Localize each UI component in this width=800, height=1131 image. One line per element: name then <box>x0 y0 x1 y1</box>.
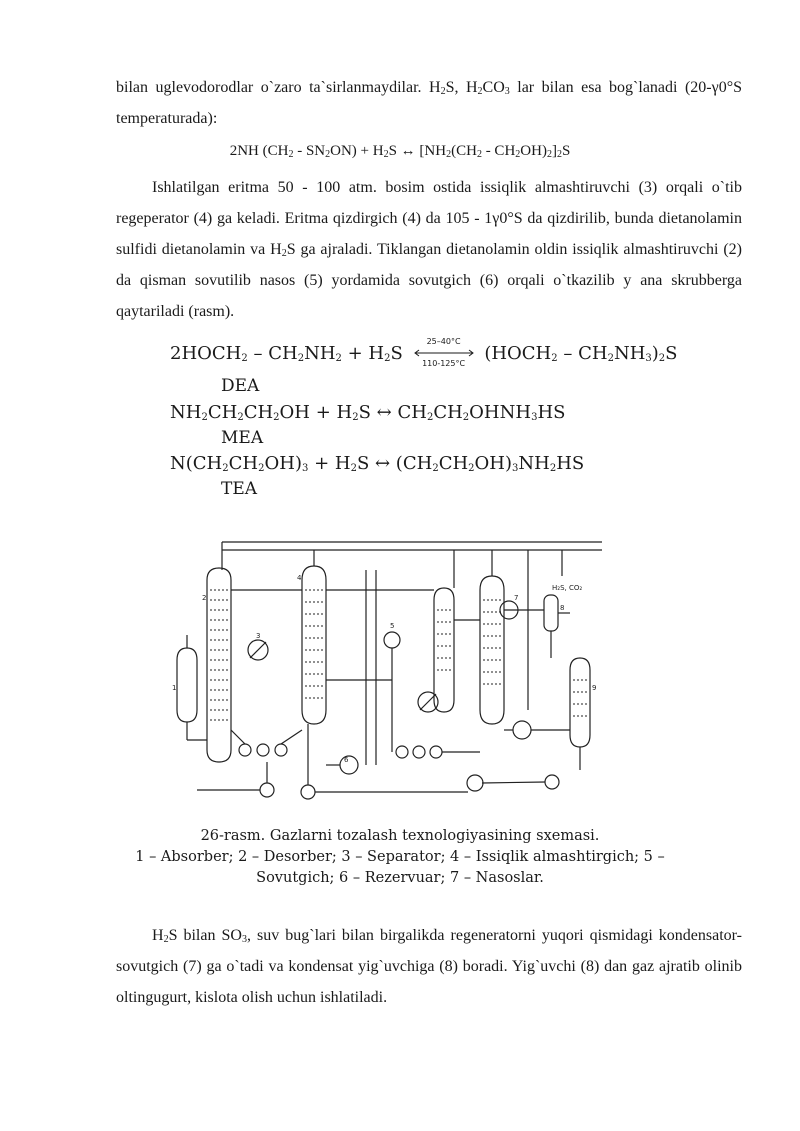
subscript: 2 <box>325 149 331 160</box>
subscript: 2 <box>281 248 287 259</box>
subscript: 2 <box>384 353 391 364</box>
reaction-tea <box>170 453 584 474</box>
subscript: 2 <box>297 353 305 364</box>
eq-part: OHNH <box>469 402 532 423</box>
subscript: 2 <box>273 412 280 423</box>
equation-dea-h2s <box>0 143 800 160</box>
eq-part: S ↔ CH <box>358 402 427 423</box>
diagram-label-h2s: H₂S, CO₂ <box>552 584 583 592</box>
subscript: 2 <box>658 353 666 364</box>
subscript: 2 <box>432 463 439 474</box>
diagram-number-5: 5 <box>390 622 395 630</box>
arrow-top-label: 25–40°C <box>426 337 461 346</box>
reaction-mea <box>170 402 565 423</box>
diagram-number-4: 4 <box>297 574 302 582</box>
subscript: 2 <box>477 86 483 97</box>
equilibrium-arrow <box>413 337 475 368</box>
eq-part: – CH <box>557 343 608 364</box>
eq-part: CH <box>438 453 469 474</box>
eq-part: CH <box>207 402 238 423</box>
subscript: 3 <box>504 86 510 97</box>
subscript: 2 <box>222 463 229 474</box>
text: lar bilan esa bog`lanadi (20-γ0°S temperaturada): <box>116 79 742 127</box>
subscript: 2 <box>440 86 446 97</box>
eq-part: NH <box>613 343 646 364</box>
eq-part: S <box>665 343 678 364</box>
eq-part: OH + H <box>279 402 353 423</box>
eq-part: CH <box>243 402 274 423</box>
figure-caption-title: 26-rasm. Gazlarni tozalash texnologiyasining sxemasi. <box>200 828 600 844</box>
diagram-number-7: 7 <box>514 594 519 602</box>
eq-part: ON) + H <box>330 143 384 159</box>
eq-part: 2HOCH <box>170 343 242 364</box>
subscript: 2 <box>288 149 294 160</box>
eq-part: HS <box>537 402 566 423</box>
eq-part: – CH <box>247 343 298 364</box>
subscript: 3 <box>645 353 652 364</box>
eq-part: OH) <box>474 453 513 474</box>
subscript: 2 <box>515 149 521 160</box>
text: CO <box>482 79 505 96</box>
eq-part: S ↔ (CH <box>356 453 433 474</box>
eq-part: NH <box>170 402 202 423</box>
figure-caption-line2: 1 – Absorber; 2 – Desorber; 3 – Separator; 4 – Issiqlik almashtirgich; 5 – <box>135 849 665 865</box>
label-tea: TEA <box>221 479 258 499</box>
subscript: 3 <box>241 934 247 945</box>
eq-part: NH <box>304 343 336 364</box>
eq-part: + H <box>308 453 351 474</box>
subscript: 2 <box>352 412 359 423</box>
diagram-number-9: 9 <box>592 684 597 692</box>
eq-part: HS <box>556 453 585 474</box>
subscript: 2 <box>446 149 452 160</box>
diagram-number-2: 2 <box>202 594 207 602</box>
subscript: 3 <box>531 412 538 423</box>
subscript: 2 <box>241 353 248 364</box>
subscript: 2 <box>468 463 475 474</box>
text: bilan uglevodorodlar o`zaro ta`sirlanmaydilar. H <box>116 79 441 96</box>
subscript: 2 <box>462 412 470 423</box>
subscript: 2 <box>476 149 482 160</box>
label-dea: DEA <box>221 376 260 396</box>
label-mea: MEA <box>221 428 264 448</box>
arrow-bottom-label: 110-125°C <box>422 359 466 368</box>
figure-caption-line3: Sovutgich; 6 – Rezervuar; 7 – Nasoslar. <box>256 870 544 886</box>
eq-part: + H <box>341 343 385 364</box>
reaction-dea <box>170 337 678 368</box>
eq-part: OH) <box>264 453 302 474</box>
gas-treatment-process-diagram <box>162 530 632 820</box>
subscript: 2 <box>556 149 562 160</box>
subscript: 2 <box>237 412 244 423</box>
subscript: 2 <box>163 934 169 945</box>
text: S ga ajraladi. Tiklangan dietanolamin oldin issiqlik almashtiruvchi (2) da qisman sovutilib nasos (5) yordamida sovutgich (6) orqali o`tkazilib y ana skrubberga qaytariladi (rasm). <box>116 241 743 320</box>
text: S bilan SO <box>168 927 242 944</box>
eq-part: CH <box>228 453 259 474</box>
subscript: 2 <box>201 412 208 423</box>
eq-part: N(CH <box>170 453 223 474</box>
eq-part: ] <box>551 143 557 159</box>
paragraph-process <box>116 172 742 327</box>
text: Ishlatilgan eritma 50 - 100 atm. bosim ostida issiqlik almashtiruvchi (3) orqali o`tib regeperator (4) ga keladi. Eritma qizdirgich (4) da 105 - 1γ0°S da qizdirilib, bunda dietanolamin sulfidi dietanolamin va H <box>116 179 742 258</box>
subscript: 3 <box>512 463 519 474</box>
diagram-number-6: 6 <box>344 756 349 764</box>
text: , suv bug`lari bilan birgalikda regeneratorni yuqori qismidagi kondensator-sovutgich (7) ga o`tadi va kondensat yig`uvchiga (8) boradi. Yig`uvchi (8) dan gaz ajratib olinib oltingugurt, kislota olish uchun ishlatiladi. <box>116 927 743 1006</box>
double-arrow-icon <box>413 349 475 357</box>
eq-part: 2NH (CH <box>229 143 289 159</box>
subscript: 3 <box>301 463 309 474</box>
diagram-number-8: 8 <box>560 604 565 612</box>
eq-part: - CH <box>481 143 516 159</box>
eq-part: S ↔ [NH <box>388 143 447 159</box>
subscript: 2 <box>426 412 434 423</box>
paragraph-intro <box>116 72 742 134</box>
diagram-number-3: 3 <box>256 632 261 640</box>
subscript: 2 <box>350 463 357 474</box>
eq-part: (CH <box>451 143 477 159</box>
subscript: 2 <box>551 353 558 364</box>
subscript: 2 <box>258 463 265 474</box>
eq-part: OH) <box>520 143 547 159</box>
paragraph-condensate <box>116 920 742 1013</box>
eq-part: NH <box>518 453 550 474</box>
eq-part: S <box>561 143 571 159</box>
text: H <box>152 927 164 944</box>
eq-part: CH <box>433 402 463 423</box>
subscript: 2 <box>335 353 342 364</box>
eq-part: (HOCH <box>484 343 552 364</box>
eq-part: - SN <box>293 143 326 159</box>
diagram-number-1: 1 <box>172 684 177 692</box>
subscript: 2 <box>546 149 552 160</box>
subscript: 2 <box>383 149 389 160</box>
subscript: 2 <box>607 353 614 364</box>
text: S, H <box>445 79 478 96</box>
subscript: 2 <box>549 463 557 474</box>
eq-part: ) <box>651 343 659 364</box>
eq-part: S <box>390 343 403 364</box>
